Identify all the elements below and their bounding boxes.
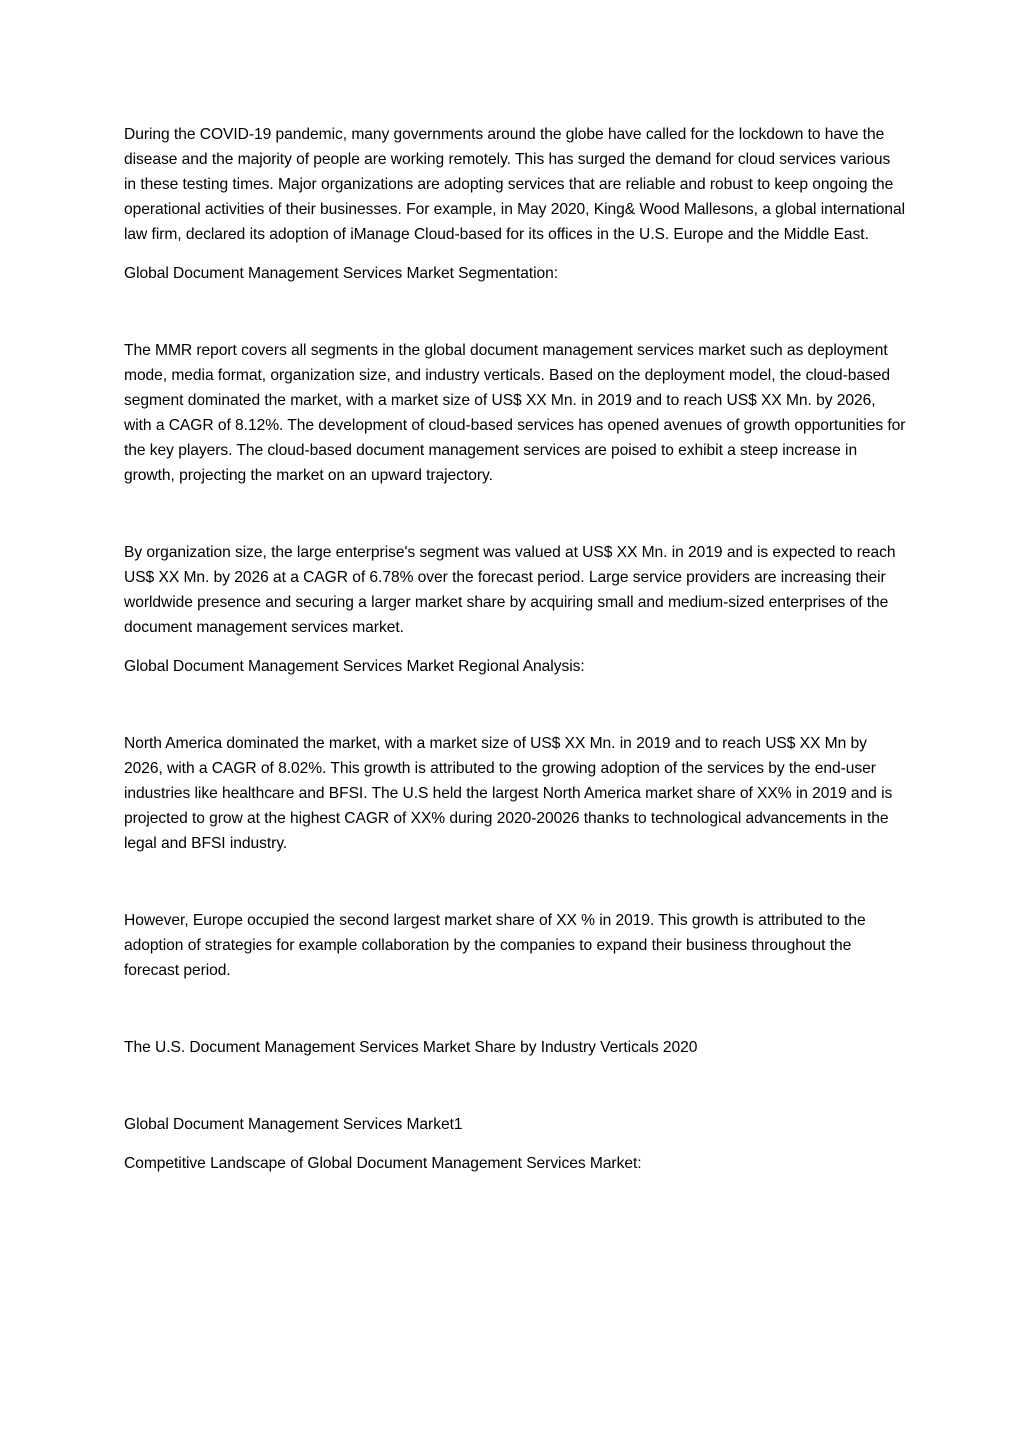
competitive-heading: Competitive Landscape of Global Document Management Services Market: xyxy=(124,1155,642,1172)
europe-paragraph: However, Europe occupied the second largest market share of XX % in 2019. This growth is attributed to the adoption of strategies for example collaboration by the companies to expand their business throughout the forecast period. xyxy=(124,912,866,979)
regional-heading: Global Document Management Services Market Regional Analysis: xyxy=(124,658,585,675)
north-america-paragraph: North America dominated the market, with a market size of US$ XX Mn. in 2019 and to reach US$ XX Mn by 2026, with a CAGR of 8.02%. This growth is attributed to the growing adoption of the services by the end-user industries like healthcare and BFSI. The U.S held the largest North America market share of XX% in 2019 and is projected to grow at the highest CAGR of XX% during 2020-20026 thanks to technological advancements in the legal and BFSI industry. xyxy=(124,735,893,852)
segmentation-heading: Global Document Management Services Market Segmentation: xyxy=(124,265,559,282)
document-body xyxy=(124,122,906,1176)
covid-paragraph: During the COVID-19 pandemic, many governments around the globe have called for the lockdown to have the disease and the majority of people are working remotely. This has surged the demand for cloud services various in these testing times. Major organizations are adopting services that are reliable and robust to keep ongoing the operational activities of their businesses. For example, in May 2020, King& Wood Mallesons, a global international law firm, declared its adoption of iManage Cloud-based for its offices in the U.S. Europe and the Middle East. xyxy=(124,126,906,243)
deployment-paragraph: The MMR report covers all segments in the global document management services market such as deployment mode, media format, organization size, and industry verticals. Based on the deployment model, the cloud-based segment dominated the market, with a market size of US$ XX Mn. in 2019 and to reach US$ XX Mn. by 2026, with a CAGR of 8.12%. The development of cloud-based services has opened avenues of growth opportunities for the key players. The cloud-based document management services are poised to exhibit a steep increase in growth, projecting the market on an upward trajectory. xyxy=(124,342,906,484)
market1-caption: Global Document Management Services Market1 xyxy=(124,1116,463,1133)
us-share-heading: The U.S. Document Management Services Market Share by Industry Verticals 2020 xyxy=(124,1039,698,1056)
organization-size-paragraph: By organization size, the large enterprise's segment was valued at US$ XX Mn. in 2019 and is expected to reach US$ XX Mn. by 2026 at a CAGR of 6.78% over the forecast period. Large service providers are increasing their worldwide presence and securing a larger market share by acquiring small and medium-sized enterprises of the document management services market. xyxy=(124,544,896,636)
